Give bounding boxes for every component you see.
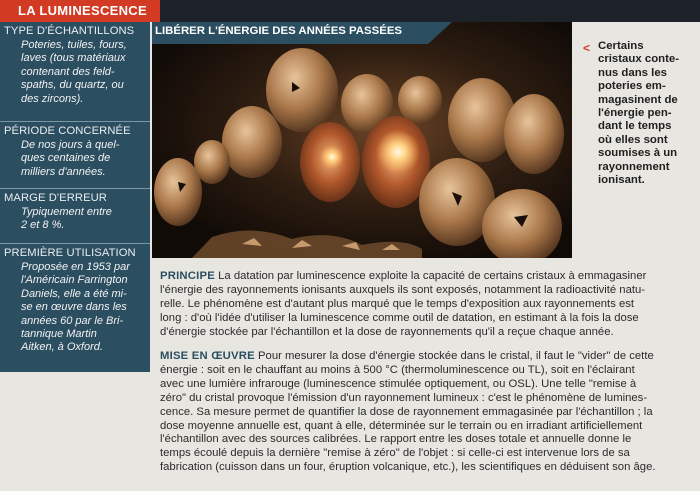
paragraph-mise-en-oeuvre	[160, 350, 696, 475]
sidebar-text: Typiquement entre 2 et 8 %.	[21, 206, 112, 232]
sidebar-block-sample-type	[0, 22, 150, 121]
sidebar-label: TYPE D'ÉCHANTILLONS	[4, 25, 135, 37]
photo-title: LIBÉRER L'ÉNERGIE DES ANNÉES PASSÉES	[155, 25, 403, 37]
paragraph-text: La datation par luminescence exploite la capacité de certains cristaux à emmagasiner l'énergie des rayonnements ionisants auxquels ils sont exposés, notamment la radioactivité natu- relle. Le phénomène est d'autant plus marqué que le temps d'exposition aux rayonnements est long : d'où l'idée d'utiliser la luminescence comme outil de datation, en estimant à la fois la dose d'énergie stockée par l'échantillon et la dose de rayonnements qu'il a reçue chaque année.	[160, 270, 647, 338]
paragraph-heading: MISE EN ŒUVRE	[160, 350, 255, 362]
light-glow	[320, 145, 344, 169]
pot	[266, 48, 338, 132]
sidebar-block-period	[0, 121, 150, 188]
paragraph-text: Pour mesurer la dose d'énergie stockée dans le cristal, il faut le "vider" de cette énergie : soit en le chauffant au moins à 500 °C (thermoluminescence ou TL), soit en l'éclairant avec une lumière infrarouge (luminescence stimulée optiquement, ou OSL). Une telle "remise à zéro" du cristal provoque l'émission d'un rayonnement lumineux : c'est le phénomène de lumines- cence. Sa mesure permet de quantifier la dose de rayonnement emmagasinée par l'échantillon ; la dose moyenne annuelle est, quant à elle, déterminée sur le terrain ou en irradiant artificiellement l'échantillon avec des sources calibrées. Le rapport entre les doses totale et annuelle donne le temps écoulé depuis la dernière "remise à zéro" de l'objet : si celle-ci est intervenue lors de sa fabrication (cuisson dans un four, éruption volcanique, etc.), les scientifiques en déduisent son âge.	[160, 350, 656, 474]
pot	[194, 140, 230, 184]
sidebar-text: Proposée en 1953 par l'Américain Farrington Daniels, elle a été mi- se en œuvre dans les années 60 par le Bri- tannique Martin Aitken, à Oxford.	[21, 261, 130, 354]
sidebar-block-error-margin	[0, 188, 150, 243]
sidebar-text: De nos jours à quel- ques centaines de milliers d'années.	[21, 139, 120, 178]
pot	[504, 94, 564, 174]
light-glow	[376, 130, 420, 174]
pot	[448, 78, 516, 162]
sidebar-label: PÉRIODE CONCERNÉE	[4, 125, 131, 137]
pottery-photo	[152, 22, 572, 258]
sidebar-block-first-use	[0, 243, 150, 372]
pottery-illustration	[152, 22, 572, 258]
section-title: LA LUMINESCENCE	[0, 0, 160, 22]
photo-caption: Certains cristaux conte- nus dans les poteries em- magasinent de l'énergie pen- dant le temps où elles sont soumises à un rayonnement ionisant.	[598, 40, 680, 187]
paragraph-heading: PRINCIPE	[160, 270, 215, 282]
sidebar-text: Poteries, tuiles, fours, laves (tous matériaux contenant des feld- spaths, du quartz, ou des zircons).	[21, 39, 127, 105]
sidebar-label: PREMIÈRE UTILISATION	[4, 247, 136, 259]
paragraph-principe	[160, 270, 696, 340]
sidebar-label: MARGE D'ERREUR	[4, 192, 107, 204]
caption-arrow-icon: <	[583, 41, 591, 55]
pot	[398, 76, 442, 124]
pot	[222, 106, 282, 178]
